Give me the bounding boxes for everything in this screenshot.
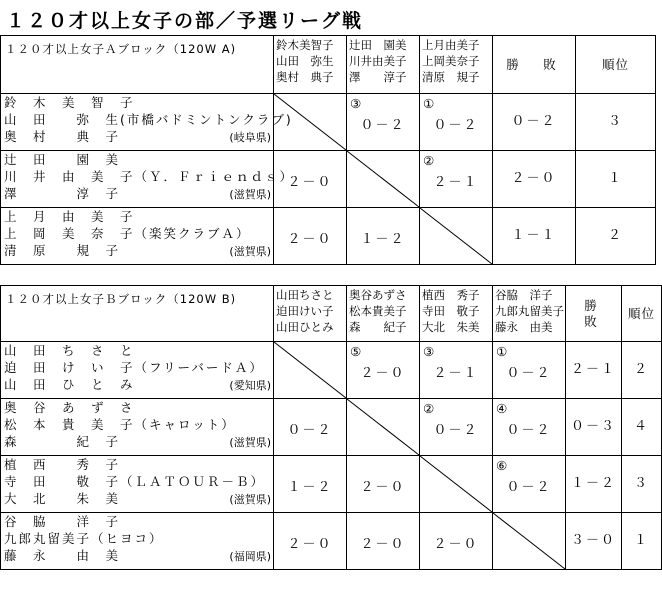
opponent-header (420, 286, 493, 342)
match-result-cell (420, 513, 493, 570)
team-line (4, 548, 271, 565)
win-loss-record: １－２ (566, 456, 622, 513)
win-loss-header: 勝 敗 (493, 36, 576, 94)
diagonal-line (493, 513, 565, 569)
team-line (4, 226, 271, 243)
match-result-cell (274, 208, 347, 265)
opponent-player-name: 澤 淳子 (349, 70, 407, 84)
player-name: 奥 谷 あ ず さ (4, 400, 135, 415)
win-loss-record: ０－２ (493, 94, 576, 151)
team-line (4, 343, 271, 360)
opponent-player-name: 清原 規子 (422, 70, 480, 84)
opponent-player-name: 森 紀子 (349, 320, 407, 334)
player-name: 上 月 由 美 子 (4, 209, 135, 224)
opponent-player-name: 山田ひとみ (276, 320, 334, 334)
match-result-cell (347, 513, 420, 570)
player-name: 森 紀 子 (4, 434, 121, 449)
rank-value: １ (622, 513, 662, 570)
player-name: 清 原 規 子 (4, 243, 121, 258)
player-name: 奥 村 典 子 (4, 129, 121, 144)
prefecture: (滋賀県) (229, 436, 271, 449)
team-line (4, 152, 271, 169)
diagonal-line (274, 342, 346, 398)
prefecture: (福岡県) (229, 550, 271, 563)
opponent-player-name: 辻田 園美 (349, 38, 407, 52)
rank-value: ２ (622, 342, 662, 399)
team-cell (1, 94, 293, 151)
team-line (4, 417, 271, 434)
rank-header: 順位 (576, 36, 656, 94)
team-line (4, 377, 271, 394)
team-line (4, 474, 271, 491)
prefecture: (愛知県) (229, 379, 271, 392)
opponent-player-name: 奥谷あずさ (349, 288, 407, 302)
opponent-player-name: 川井由美子 (349, 54, 407, 68)
team-cell (1, 342, 274, 399)
player-name: 山 田 ひ と み (4, 377, 135, 392)
rank-value: ３ (576, 94, 656, 151)
match-score: １－２ (287, 480, 333, 495)
diagonal-line (420, 208, 492, 264)
prefecture: (滋賀県) (229, 245, 271, 258)
match-score: ０－２ (506, 480, 552, 495)
team-row (1, 456, 662, 513)
team-line (4, 360, 271, 377)
opponent-header (420, 36, 493, 94)
team-line (4, 514, 271, 531)
opponent-player-name: 上月由美子 (422, 38, 480, 52)
team-line (4, 400, 271, 417)
player-name: 山 田 弥 生 (4, 112, 121, 127)
team-cell (1, 399, 274, 456)
self-match-cell (493, 513, 566, 570)
player-name: 寺 田 敬 子 (4, 474, 121, 489)
match-order-mark: ③ (350, 96, 362, 111)
opponent-header (274, 36, 347, 94)
opponent-header (347, 286, 420, 342)
diagonal-line (347, 151, 419, 207)
match-result-cell (274, 399, 347, 456)
team-line (4, 491, 271, 508)
team-cell (1, 208, 274, 265)
match-result-cell (420, 94, 493, 151)
team-line (4, 169, 295, 186)
player-name: 植 西 秀 子 (4, 457, 121, 472)
self-match-cell (420, 208, 493, 265)
team-line (4, 243, 271, 260)
match-result-cell (420, 342, 493, 399)
team-row (1, 94, 656, 151)
match-result-cell (347, 342, 420, 399)
match-score: ０－２ (506, 366, 552, 381)
match-result-cell (347, 208, 420, 265)
team-row (1, 513, 662, 570)
team-cell (1, 151, 295, 208)
team-line (4, 531, 271, 548)
win-loss-record: ２－０ (493, 151, 576, 208)
match-score: ２－０ (360, 366, 406, 381)
match-score: ０－２ (433, 423, 479, 438)
opponent-player-name: 藤永 由美 (495, 320, 553, 334)
club-name: （Ｙ．Ｆｒｉｅｎｄｓ） (134, 169, 295, 184)
opponent-player-name: 上岡美奈子 (422, 54, 480, 68)
block-name: １２０才以上女子Ｂブロック（120W B) (1, 286, 274, 342)
opponent-player-name: 奥村 典子 (276, 70, 334, 84)
diagonal-line (347, 399, 419, 455)
opponent-player-name: 山田 弥生 (276, 54, 334, 68)
club-name: （キャロット） (134, 417, 236, 432)
match-result-cell (493, 399, 566, 456)
opponent-header (274, 286, 347, 342)
player-name: 大 北 朱 美 (4, 491, 121, 506)
opponent-header (347, 36, 420, 94)
player-name: 九郎丸留美子 (4, 531, 92, 546)
rank-header: 順位 (622, 286, 662, 342)
rank-value: ３ (622, 456, 662, 513)
win-loss-header: 勝 敗 (566, 286, 622, 342)
team-row (1, 399, 662, 456)
self-match-cell (274, 94, 347, 151)
match-order-mark: ① (423, 96, 435, 111)
opponent-player-name: 植西 秀子 (422, 288, 480, 302)
player-name: 谷 脇 洋 子 (4, 514, 121, 529)
team-line (4, 186, 271, 203)
team-cell (1, 513, 274, 570)
match-result-cell (347, 456, 420, 513)
team-row (1, 342, 662, 399)
match-score: １－２ (360, 232, 406, 247)
rank-value: １ (576, 151, 656, 208)
block-name: １２０才以上女子Ａブロック（120W A) (1, 36, 274, 94)
opponent-player-name: 九郎丸留美子 (495, 304, 564, 318)
match-result-cell (493, 456, 566, 513)
match-result-cell (274, 513, 347, 570)
match-score: ２－０ (287, 175, 333, 190)
prefecture: (岐阜県) (229, 131, 271, 144)
player-name: 鈴 木 美 智 子 (4, 95, 135, 110)
match-score: ０－２ (360, 118, 406, 133)
win-loss-record: ０－３ (566, 399, 622, 456)
team-line (4, 457, 271, 474)
match-result-cell (420, 151, 493, 208)
club-name: （フリーバードＡ） (134, 360, 264, 375)
opponent-player-name: 谷脇 洋子 (495, 288, 553, 302)
block-b-table (0, 285, 662, 570)
diagonal-line (274, 94, 346, 150)
self-match-cell (347, 399, 420, 456)
match-score: ０－２ (433, 118, 479, 133)
team-line (4, 95, 271, 112)
match-order-mark: ④ (496, 401, 508, 416)
match-order-mark: ① (496, 344, 508, 359)
match-result-cell (493, 342, 566, 399)
team-line (4, 434, 271, 451)
club-name: （ヒヨコ） (91, 531, 164, 546)
match-order-mark: ⑤ (350, 344, 362, 359)
match-order-mark: ③ (423, 344, 435, 359)
match-order-mark: ⑥ (496, 458, 508, 473)
team-line (4, 209, 271, 226)
header-row (1, 286, 662, 342)
match-score: ０－２ (287, 423, 333, 438)
match-score: ２－０ (360, 480, 406, 495)
prefecture: (滋賀県) (229, 188, 271, 201)
diagonal-line (420, 456, 492, 512)
win-loss-record: ２－１ (566, 342, 622, 399)
player-name: 辻 田 園 美 (4, 152, 121, 167)
player-name: 上 岡 美 奈 子 (4, 226, 135, 241)
club-name: (市橋バドミントンクラブ) (120, 112, 293, 127)
player-name: 松 本 貴 美 子 (4, 417, 135, 432)
player-name: 川 井 由 美 子 (4, 169, 135, 184)
club-name: （ＬＡＴＯＵＲ－Ｂ） (120, 474, 266, 489)
opponent-player-name: 鈴木美智子 (276, 38, 334, 52)
opponent-player-name: 松本貴美子 (349, 304, 407, 318)
match-result-cell (347, 94, 420, 151)
player-name: 山 田 ち さ と (4, 343, 135, 358)
opponent-player-name: 大北 朱美 (422, 320, 480, 334)
player-name: 澤 淳 子 (4, 186, 121, 201)
match-score: ２－０ (287, 232, 333, 247)
self-match-cell (347, 151, 420, 208)
match-score: ０－２ (506, 423, 552, 438)
match-score: ２－０ (433, 537, 479, 552)
block-a-table (0, 35, 656, 265)
opponent-header (493, 286, 566, 342)
player-name: 藤 永 由 美 (4, 548, 121, 563)
team-row (1, 208, 656, 265)
player-name: 迫 田 け い 子 (4, 360, 135, 375)
win-loss-record: ３－０ (566, 513, 622, 570)
team-line (4, 129, 271, 146)
match-score: ２－０ (287, 537, 333, 552)
club-name: （楽笑クラブＡ） (134, 226, 251, 241)
header-row (1, 36, 656, 94)
self-match-cell (420, 456, 493, 513)
match-score: ２－１ (433, 175, 479, 190)
match-score: ２－０ (360, 537, 406, 552)
match-result-cell (274, 456, 347, 513)
team-line (4, 112, 293, 129)
win-loss-record: １－１ (493, 208, 576, 265)
rank-value: ４ (622, 399, 662, 456)
match-order-mark: ② (423, 401, 435, 416)
match-result-cell (420, 399, 493, 456)
opponent-player-name: 迫田けい子 (276, 304, 334, 318)
opponent-player-name: 山田ちさと (276, 288, 334, 302)
page-title: １２０才以上女子の部／予選リーグ戦 (6, 10, 364, 32)
prefecture: (滋賀県) (229, 493, 271, 506)
team-row (1, 151, 656, 208)
opponent-player-name: 寺田 敬子 (422, 304, 480, 318)
self-match-cell (274, 342, 347, 399)
match-result-cell (274, 151, 347, 208)
match-order-mark: ② (423, 153, 435, 168)
team-cell (1, 456, 274, 513)
match-score: ２－１ (433, 366, 479, 381)
rank-value: ２ (576, 208, 656, 265)
